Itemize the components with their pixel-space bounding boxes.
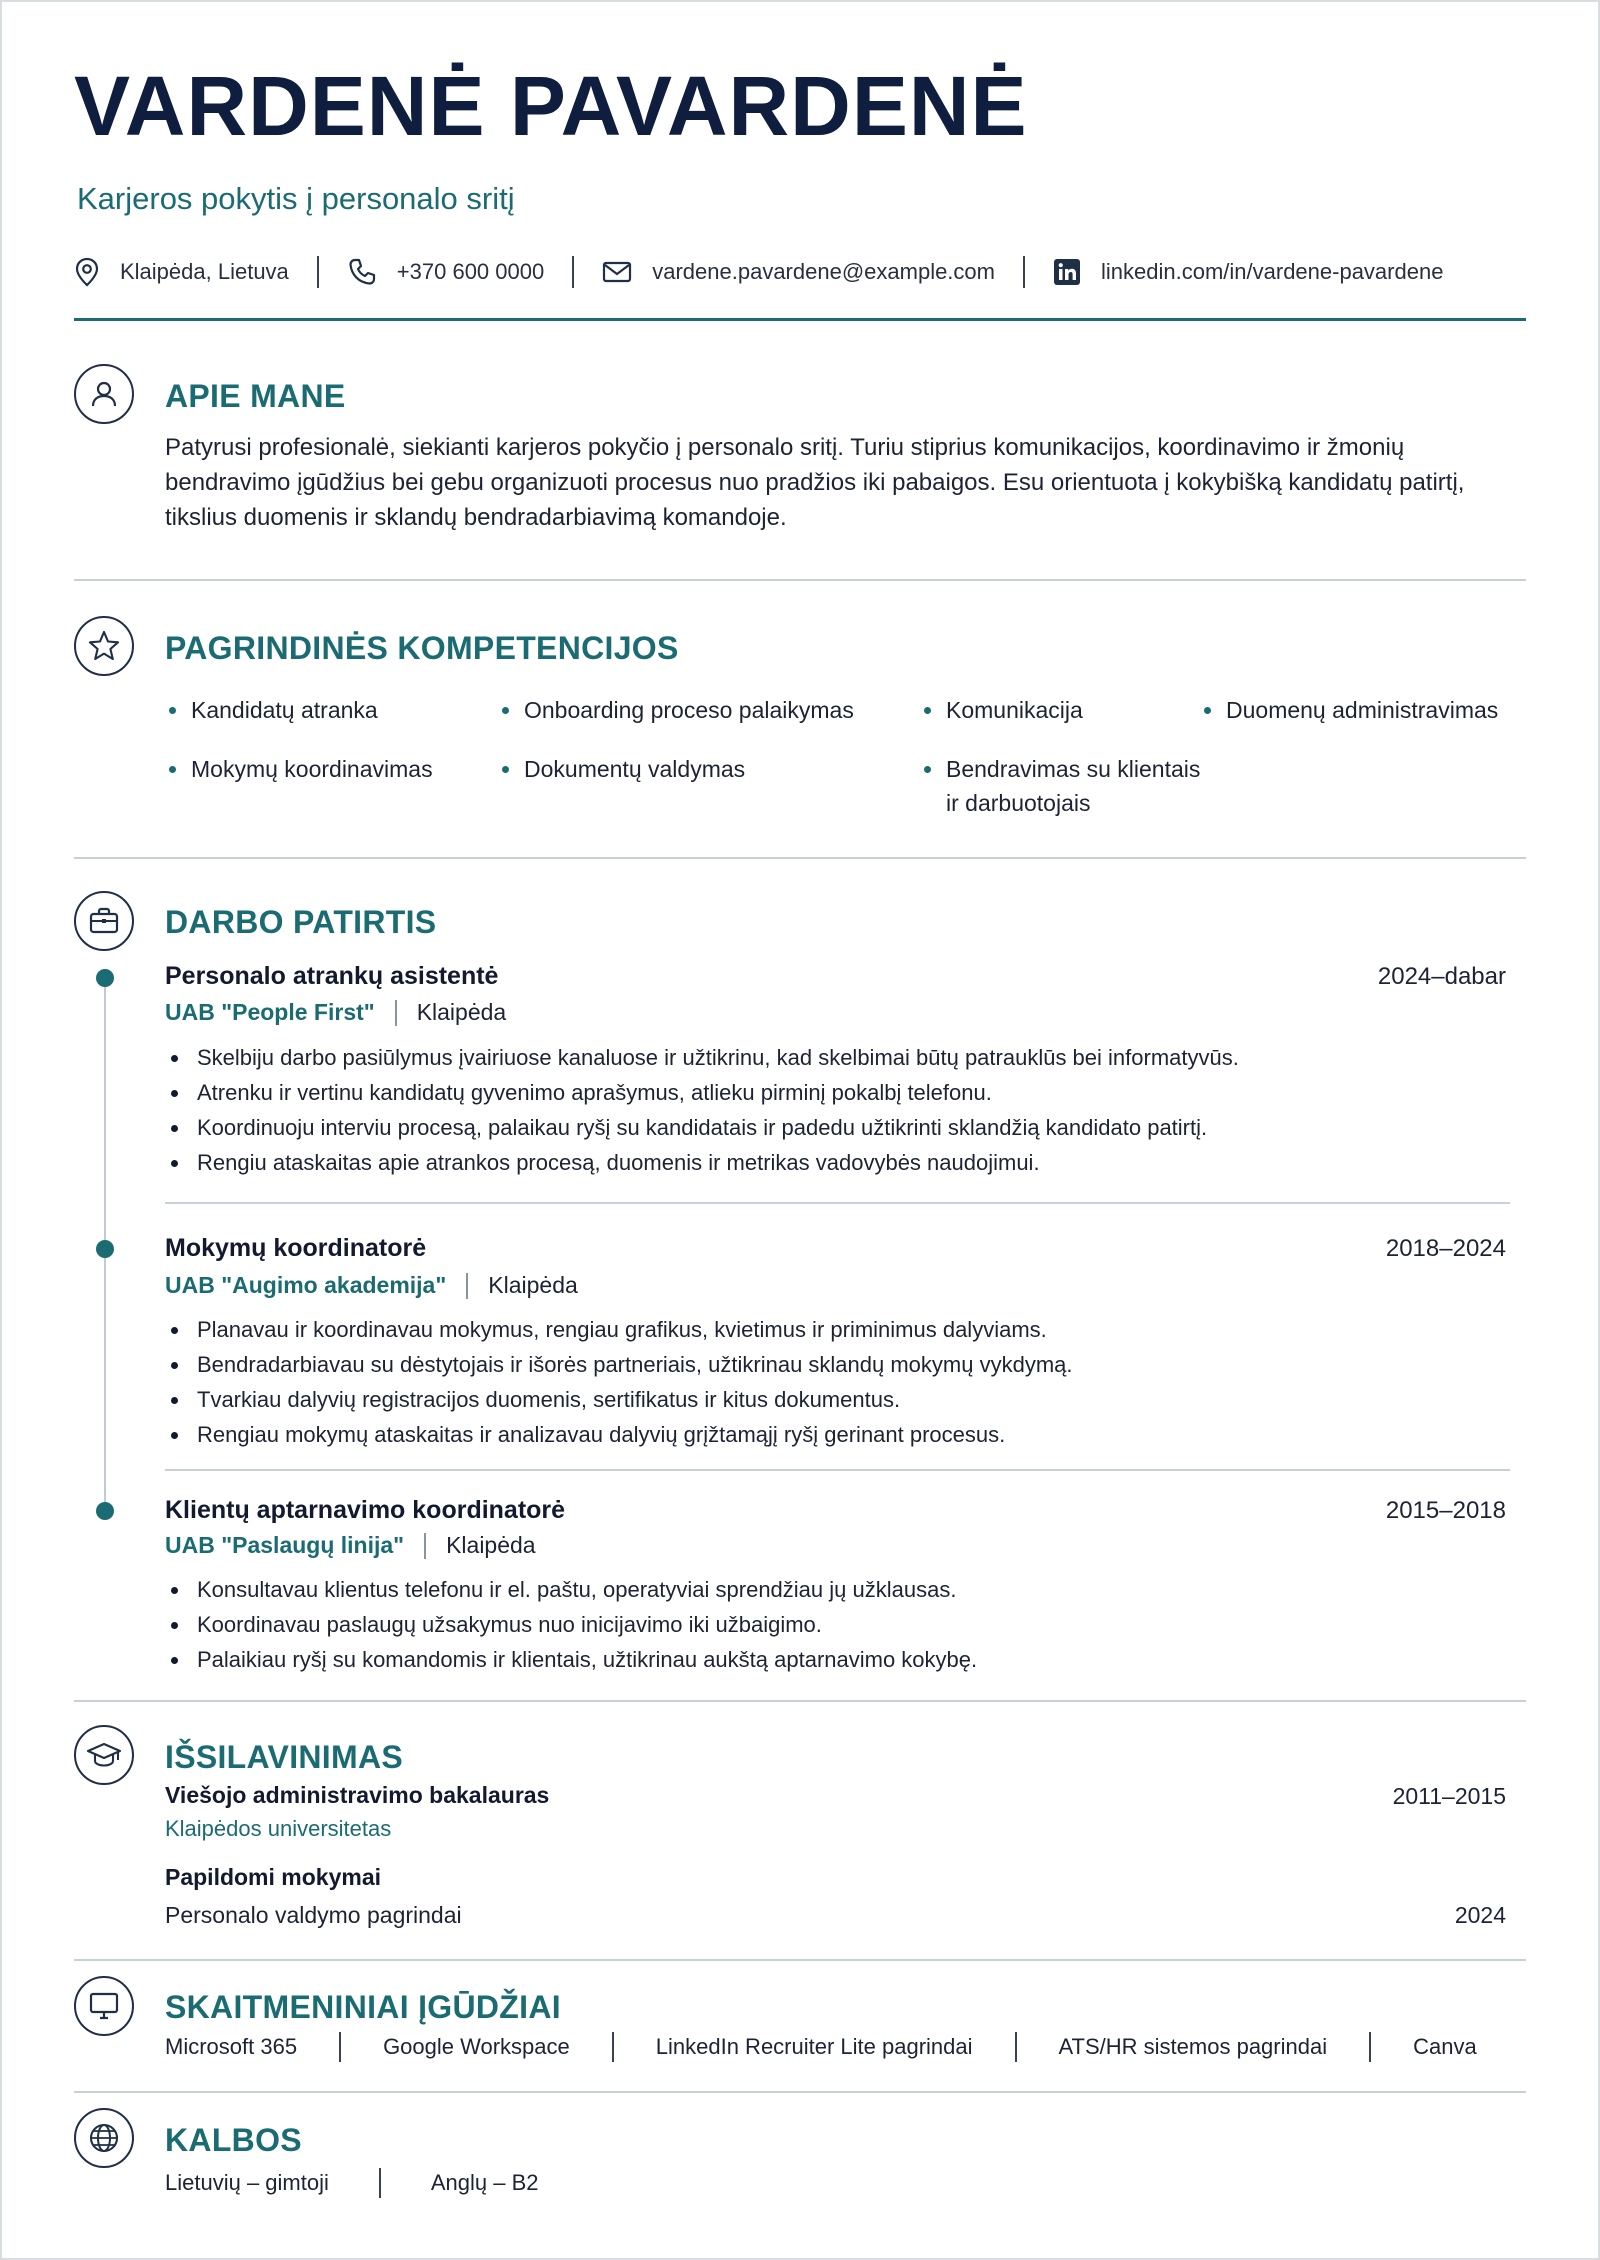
candidate-name: VARDENĖ PAVARDENĖ bbox=[74, 59, 1028, 153]
job-dates: 2018–2024 bbox=[1385, 1235, 1506, 1262]
section-divider bbox=[74, 1700, 1526, 1702]
competency-item bbox=[524, 693, 854, 727]
job-title: Mokymų koordinatorė bbox=[165, 1234, 427, 1262]
company-divider bbox=[466, 1273, 468, 1299]
job-bullet: Koordinavau paslaugų užsakymus nuo inicijavimo iki užbaigimo. bbox=[165, 1607, 1515, 1642]
job-dates: 2024–dabar bbox=[1377, 963, 1506, 990]
timeline-dot bbox=[96, 1502, 114, 1520]
experience-section-icon bbox=[74, 891, 134, 951]
section-divider bbox=[74, 579, 1526, 581]
competency-label: Komunikacija bbox=[946, 697, 1083, 723]
competency-item bbox=[191, 693, 378, 727]
language-divider bbox=[379, 2168, 381, 2198]
job-dates: 2015–2018 bbox=[1385, 1497, 1506, 1524]
about-title: APIE MANE bbox=[165, 378, 346, 414]
extra-training-course: Personalo valdymo pagrindai bbox=[165, 1902, 462, 1928]
competencies-title: PAGRINDINĖS KOMPETENCIJOS bbox=[165, 630, 679, 666]
competency-label: Bendravimas su klientais bbox=[946, 756, 1201, 782]
job-company-line bbox=[165, 1532, 536, 1559]
user-icon bbox=[88, 378, 120, 410]
timeline-dot bbox=[96, 969, 114, 987]
languages-section-icon bbox=[74, 2108, 134, 2168]
languages-title: KALBOS bbox=[165, 2122, 302, 2158]
competency-item bbox=[191, 752, 433, 786]
job-location: Klaipėda bbox=[488, 1272, 578, 1298]
job-company: UAB "Augimo akademija" bbox=[165, 1272, 447, 1298]
skill-divider bbox=[1015, 2032, 1017, 2062]
competency-label: Dokumentų valdymas bbox=[524, 756, 746, 782]
envelope-icon bbox=[602, 260, 632, 284]
section-divider bbox=[74, 2091, 1526, 2093]
job-bullet: Bendradarbiavau su dėstytojais ir išorės partneriais, užtikrinau sklandų mokymų vykdymą. bbox=[165, 1347, 1515, 1382]
language-item: Lietuvių – gimtoji bbox=[165, 2170, 329, 2195]
competency-label: Duomenų administravimas bbox=[1226, 697, 1499, 723]
bullet-dot bbox=[502, 707, 509, 714]
bullet-dot bbox=[169, 766, 176, 773]
competency-item bbox=[524, 752, 745, 786]
bullet-dot bbox=[924, 766, 931, 773]
job-bullet: Atrenku ir vertinu kandidatų gyvenimo aprašymus, atlieku pirminį pokalbį telefonu. bbox=[165, 1075, 1515, 1110]
job-title: Klientų aptarnavimo koordinatorė bbox=[165, 1496, 566, 1524]
degree-dates: 2011–2015 bbox=[1392, 1783, 1506, 1809]
job-bullet: Rengiau mokymų ataskaitas ir analizavau dalyvių grįžtamąjį ryšį gerinant procesus. bbox=[165, 1417, 1515, 1452]
skills-list bbox=[165, 2032, 1477, 2062]
job-bullets bbox=[165, 1572, 1515, 1677]
contact-bar bbox=[74, 250, 1524, 294]
school-name: Klaipėdos universitetas bbox=[165, 1816, 392, 1841]
job-company-line bbox=[165, 1272, 578, 1299]
contact-divider bbox=[572, 256, 574, 288]
star-icon bbox=[87, 629, 121, 663]
education-title: IŠSILAVINIMAS bbox=[165, 1739, 403, 1775]
languages-list bbox=[165, 2168, 539, 2198]
monitor-icon bbox=[88, 1991, 120, 2021]
competency-item-continued: ir darbuotojais bbox=[946, 790, 1091, 816]
contact-linkedin-text: linkedin.com/in/vardene-pavardene bbox=[1101, 259, 1444, 284]
skill-item: Microsoft 365 bbox=[165, 2034, 298, 2059]
skill-divider bbox=[339, 2032, 341, 2062]
extra-training-year: 2024 bbox=[1454, 1902, 1506, 1928]
contact-linkedin[interactable] bbox=[1053, 258, 1443, 286]
skill-item: LinkedIn Recruiter Lite pagrindai bbox=[655, 2034, 973, 2059]
contact-location-text: Klaipėda, Lietuva bbox=[120, 259, 289, 284]
contact-divider bbox=[1023, 256, 1025, 288]
job-bullets bbox=[165, 1312, 1515, 1452]
about-section-icon bbox=[74, 364, 134, 424]
competency-item bbox=[1226, 693, 1498, 727]
extra-training-title: Papildomi mokymai bbox=[165, 1864, 382, 1890]
contact-location bbox=[74, 257, 289, 287]
job-divider bbox=[165, 1469, 1510, 1471]
skill-divider bbox=[1369, 2032, 1371, 2062]
header-divider bbox=[74, 318, 1526, 321]
job-bullets bbox=[165, 1040, 1515, 1180]
job-bullet: Konsultavau klientus telefonu ir el. paštu, operatyviai sprendžiau jų užklausas. bbox=[165, 1572, 1515, 1607]
experience-title: DARBO PATIRTIS bbox=[165, 904, 437, 940]
contact-divider bbox=[317, 256, 319, 288]
skills-section-icon bbox=[74, 1976, 134, 2036]
job-location: Klaipėda bbox=[416, 999, 507, 1025]
section-divider bbox=[74, 857, 1526, 859]
competency-label: Kandidatų atranka bbox=[191, 697, 378, 723]
contact-email-text: vardene.pavardene@example.com bbox=[652, 259, 995, 284]
job-company: UAB "Paslaugų linija" bbox=[165, 1532, 405, 1558]
skills-title: SKAITMENINIAI ĮGŪDŽIAI bbox=[165, 1989, 561, 2025]
contact-phone[interactable] bbox=[347, 257, 544, 287]
contact-email[interactable] bbox=[602, 259, 995, 285]
competency-item bbox=[946, 693, 1083, 727]
job-bullet: Tvarkiau dalyvių registracijos duomenis, sertifikatus ir kitus dokumentus. bbox=[165, 1382, 1515, 1417]
competency-label: Mokymų koordinavimas bbox=[191, 756, 433, 782]
bullet-dot bbox=[502, 766, 509, 773]
graduation-cap-icon bbox=[86, 1740, 122, 1770]
job-company: UAB "People First" bbox=[165, 999, 375, 1025]
degree-name: Viešojo administravimo bakalauras bbox=[165, 1782, 550, 1808]
job-bullet: Skelbiju darbo pasiūlymus įvairiuose kanaluose ir užtikrinu, kad skelbimai būtų patrauklūs bei informatyvūs. bbox=[165, 1040, 1515, 1075]
company-divider bbox=[424, 1533, 426, 1559]
location-pin-icon bbox=[74, 257, 100, 287]
skill-divider bbox=[612, 2032, 614, 2062]
job-bullet: Planavau ir koordinavau mokymus, rengiau grafikus, kvietimus ir priminimus dalyviams. bbox=[165, 1312, 1515, 1347]
job-divider bbox=[165, 1202, 1510, 1204]
briefcase-icon bbox=[88, 906, 120, 936]
phone-icon bbox=[347, 257, 377, 287]
job-bullet: Rengiu ataskaitas apie atrankos procesą, duomenis ir metrikas vadovybės naudojimui. bbox=[165, 1145, 1515, 1180]
linkedin-icon bbox=[1053, 258, 1081, 286]
bullet-dot bbox=[169, 707, 176, 714]
bullet-dot bbox=[1204, 707, 1211, 714]
competency-item bbox=[946, 752, 1200, 786]
job-title: Personalo atrankų asistentė bbox=[165, 962, 499, 990]
candidate-tagline: Karjeros pokytis į personalo sritį bbox=[77, 181, 515, 216]
language-item: Anglų – B2 bbox=[430, 2170, 539, 2195]
globe-icon bbox=[87, 2121, 121, 2155]
contact-phone-text: +370 600 0000 bbox=[396, 259, 545, 284]
skill-item: ATS/HR sistemos pagrindai bbox=[1058, 2034, 1328, 2059]
competencies-section-icon bbox=[74, 616, 134, 676]
bullet-dot bbox=[924, 707, 931, 714]
job-bullet: Palaikiau ryšį su komandomis ir klientais, užtikrinau aukštą aptarnavimo kokybę. bbox=[165, 1642, 1515, 1677]
job-company-line bbox=[165, 999, 506, 1026]
education-section-icon bbox=[74, 1725, 134, 1785]
section-divider bbox=[74, 1959, 1526, 1961]
skill-item: Google Workspace bbox=[383, 2034, 570, 2059]
job-bullet: Koordinuoju interviu procesą, palaikau ryšį su kandidatais ir padedu užtikrinti sklandžią kandidato patirtį. bbox=[165, 1110, 1515, 1145]
timeline-dot bbox=[96, 1240, 114, 1258]
skill-item: Canva bbox=[1413, 2034, 1477, 2059]
about-text: Patyrusi profesionalė, siekianti karjeros pokyčio į personalo sritį. Turiu stiprius komunikacijos, koordinavimo ir žmonių bendravimo įgūdžius bei gebu organizuoti procesus nuo pradžios iki pabaigos. Esu orientuota į kokybišką kandidatų patirtį, tikslius duomenis ir sklandų bendradarbiavimą komandoje. bbox=[165, 434, 1465, 531]
competency-label: Onboarding proceso palaikymas bbox=[524, 697, 854, 723]
job-location: Klaipėda bbox=[446, 1532, 536, 1558]
company-divider bbox=[395, 1000, 397, 1026]
